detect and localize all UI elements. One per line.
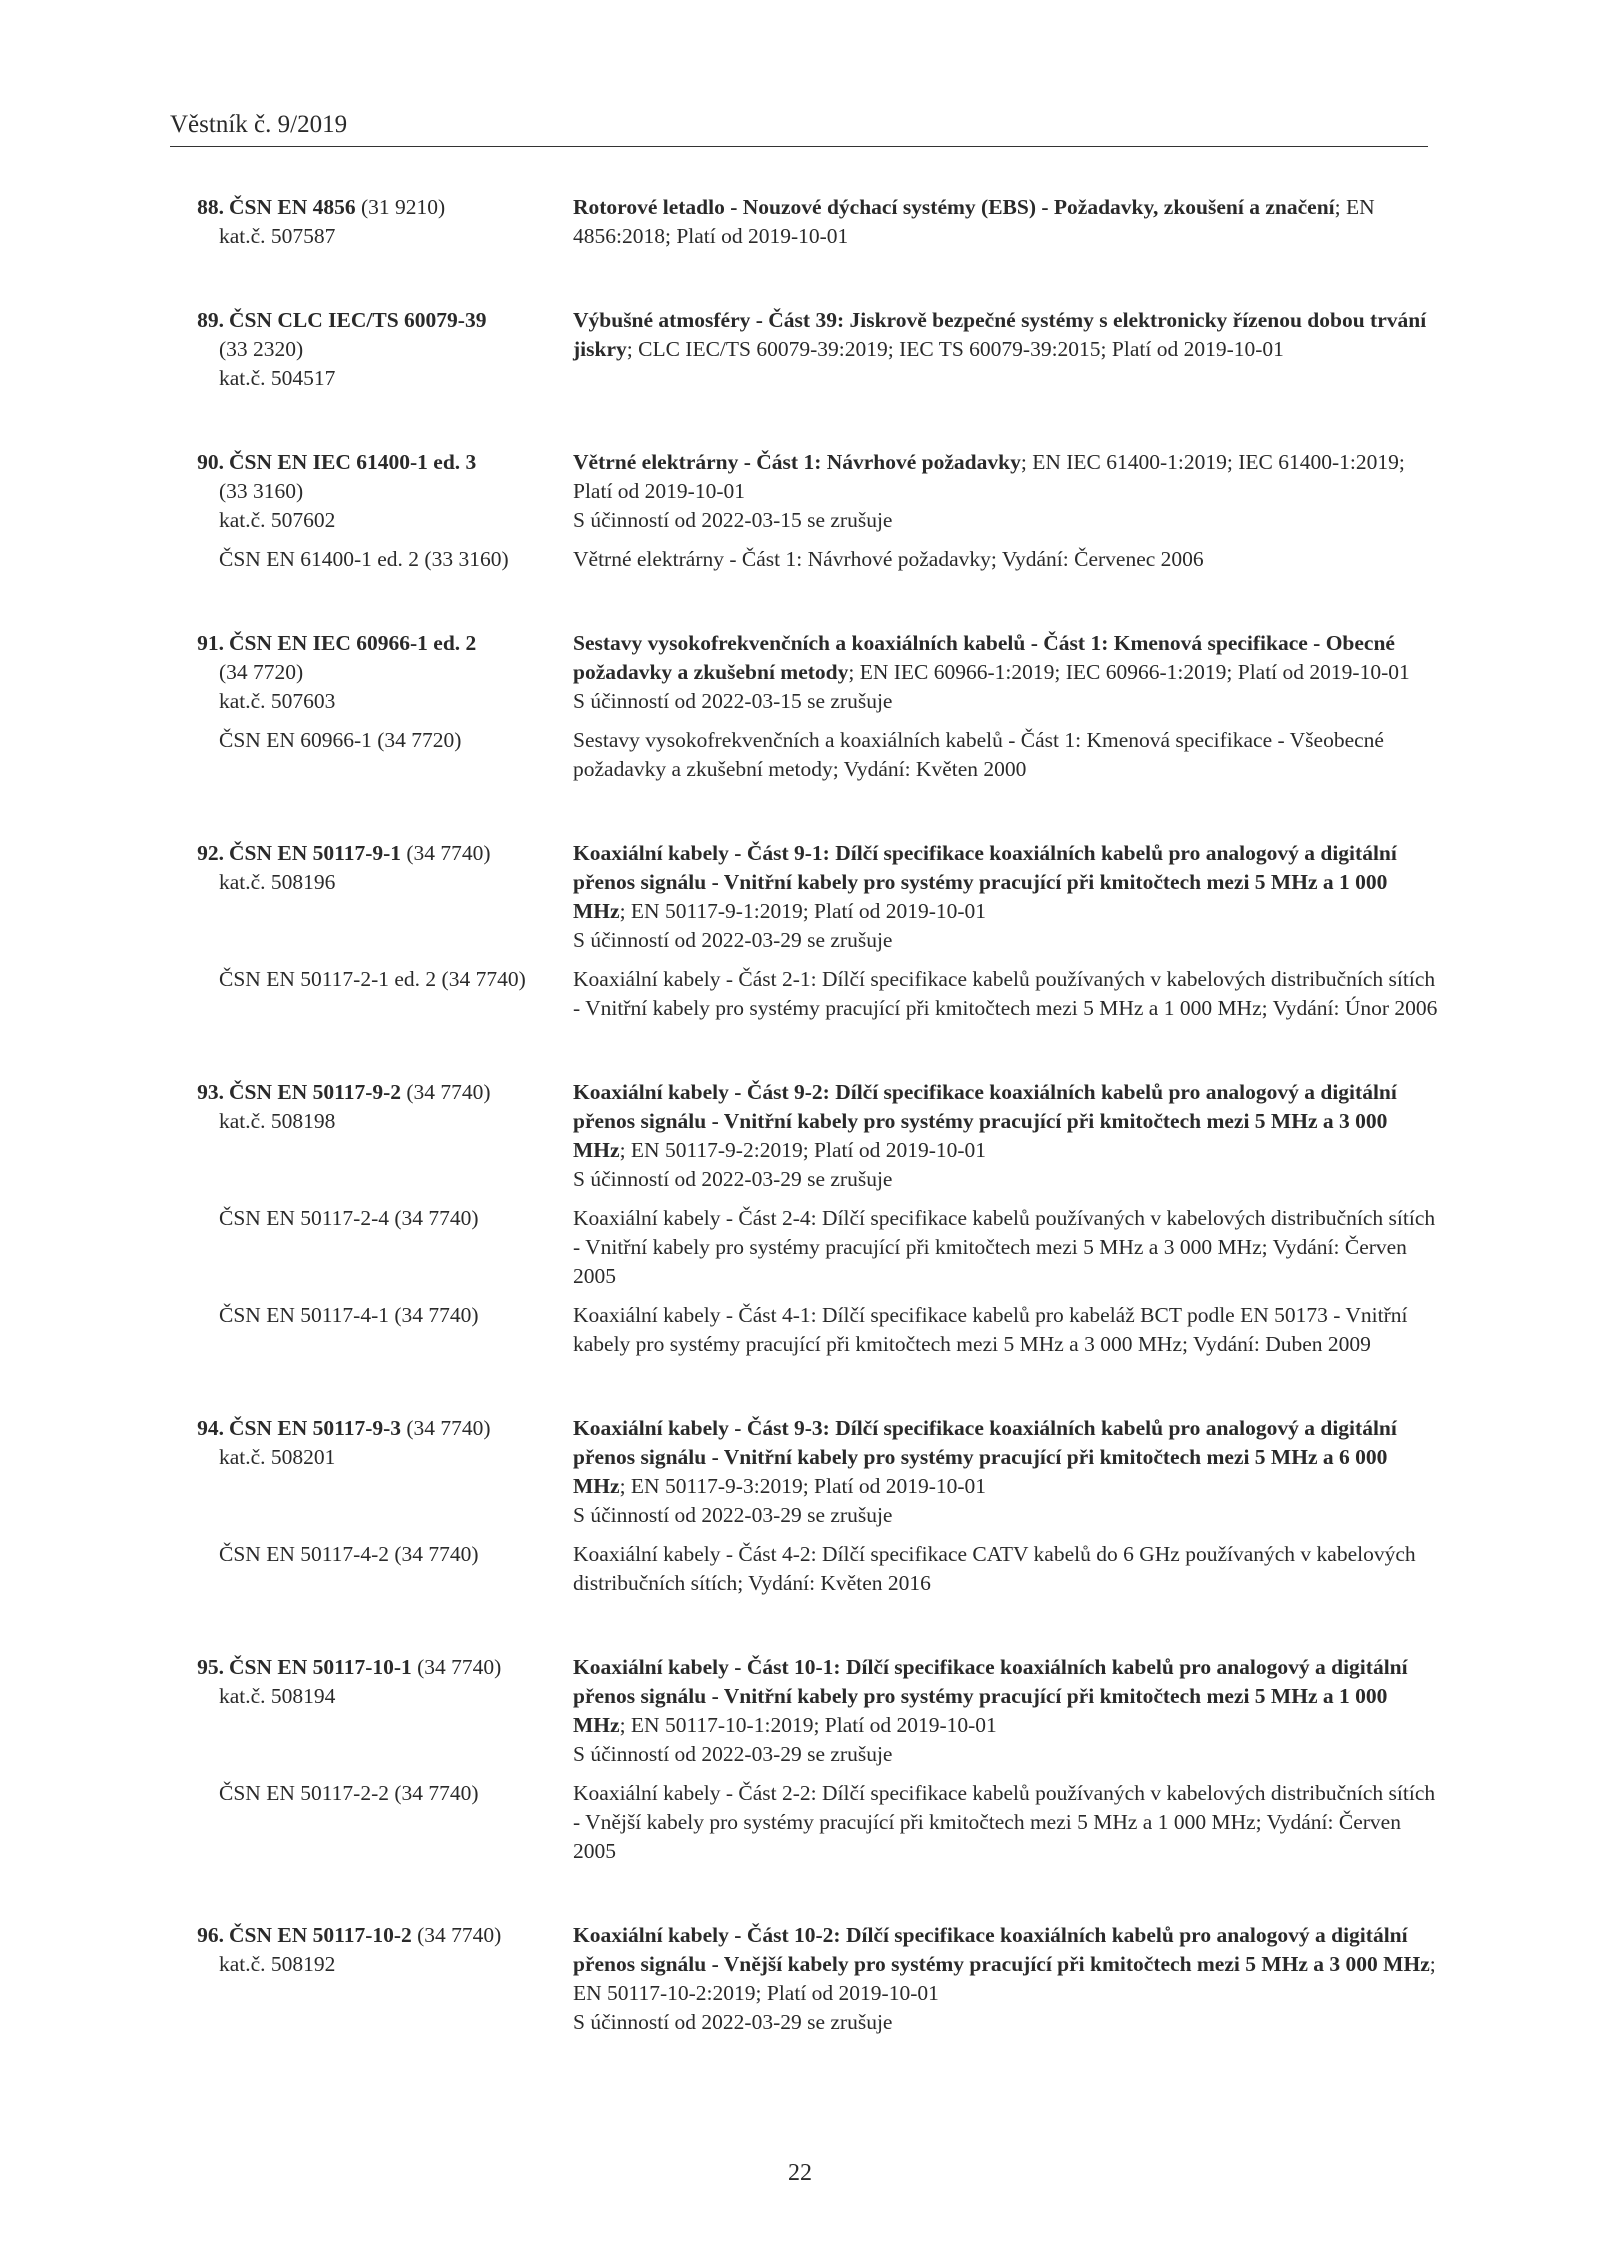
replaced-standard-code: ČSN EN 50117-2-4 (34 7740) xyxy=(219,1206,479,1230)
standard-description xyxy=(573,193,1440,251)
standard-details: ; EN 50117-10-2:2019; Platí od 2019-10-01 S účinností od 2022-03-29 se zrušuje xyxy=(573,1952,1436,2034)
standard-id-detail: kat.č. 508198 xyxy=(219,1109,336,1133)
standard-id-line xyxy=(170,1921,573,1950)
standard-class-code: (34 7740) xyxy=(401,1416,491,1440)
standard-title: Koaxiální kabely - Část 10-2: Dílčí specifikace koaxiálních kabelů pro analogový a digitální přenos signálu - Vnější kabely pro systémy pracující při kmitočtech mezi 5 MHz a 3 000 MHz xyxy=(573,1923,1430,1976)
replaced-standard-code: ČSN EN 60966-1 (34 7720) xyxy=(219,728,462,752)
standard-id-detail: kat.č. 508194 xyxy=(219,1684,336,1708)
replaced-standard-row xyxy=(170,1301,1440,1359)
replaced-standard-id-column xyxy=(170,1204,573,1233)
standard-details: ; EN IEC 60966-1:2019; IEC 60966-1:2019; Platí od 2019-10-01 S účinností od 2022-03-15 se zrušuje xyxy=(573,660,1410,713)
replaced-standard-description: Sestavy vysokofrekvenčních a koaxiálních kabelů - Část 1: Kmenová specifikace - Všeobecné požadavky a zkušební metody; Vydání: Květen 2000 xyxy=(573,728,1384,781)
standard-description xyxy=(573,1921,1440,2037)
standard-id-line xyxy=(170,1414,573,1443)
replaced-standard-code: ČSN EN 50117-4-1 (34 7740) xyxy=(219,1303,479,1327)
standard-description xyxy=(573,1414,1440,1530)
standard-entry xyxy=(170,839,1440,1023)
standard-id-column xyxy=(170,193,573,251)
replaced-standard-description: Koaxiální kabely - Část 2-2: Dílčí specifikace kabelů používaných v kabelových distribučních sítích - Vnější kabely pro systémy pracující při kmitočtech mezi 5 MHz a 1 000 MHz; Vydání: Červen 2005 xyxy=(573,1781,1436,1863)
replaced-standard-description: Koaxiální kabely - Část 4-1: Dílčí specifikace kabelů pro kabeláž BCT podle EN 50173 - Vnitřní kabely pro systémy pracující při kmitočtech mezi 5 MHz a 3 000 MHz; Vydání: Duben 2009 xyxy=(573,1303,1408,1356)
standard-id-line xyxy=(170,448,573,477)
entry-number: 91. xyxy=(197,631,224,655)
standard-id-line xyxy=(170,839,573,868)
standard-row xyxy=(170,629,1440,716)
replaced-standard-row xyxy=(170,1540,1440,1598)
standard-title: Koaxiální kabely - Část 9-1: Dílčí specifikace koaxiálních kabelů pro analogový a digitální přenos signálu - Vnitřní kabely pro systémy pracující při kmitočtech mezi 5 MHz a 1 000 MHz xyxy=(573,841,1397,923)
standard-id-detail: kat.č. 508201 xyxy=(219,1445,336,1469)
standard-code: ČSN EN 50117-10-1 xyxy=(229,1655,412,1679)
replaced-standard-id-column xyxy=(170,1779,573,1808)
page-header xyxy=(170,110,1428,147)
standard-title: Koaxiální kabely - Část 10-1: Dílčí specifikace koaxiálních kabelů pro analogový a digitální přenos signálu - Vnitřní kabely pro systémy pracující při kmitočtech mezi 5 MHz a 1 000 MHz xyxy=(573,1655,1408,1737)
standard-code: ČSN EN 50117-10-2 xyxy=(229,1923,412,1947)
standard-entry xyxy=(170,306,1440,393)
standard-id-line xyxy=(170,1653,573,1682)
standard-row xyxy=(170,1653,1440,1769)
standard-code: ČSN EN 50117-9-1 xyxy=(229,841,402,865)
standard-class-code: (34 7740) xyxy=(411,1923,502,1947)
standard-id-column xyxy=(170,306,573,393)
entry-number: 95. xyxy=(197,1655,224,1679)
standard-entry xyxy=(170,1653,1440,1866)
entry-number: 88. xyxy=(197,195,224,219)
standard-description xyxy=(573,306,1440,364)
standard-id-detail: (33 3160) xyxy=(219,479,304,503)
standard-id-detail: kat.č. 508192 xyxy=(219,1952,336,1976)
replaced-standard-code: ČSN EN 50117-2-2 (34 7740) xyxy=(219,1781,479,1805)
standard-id-line xyxy=(170,1078,573,1107)
standard-code: ČSN EN 50117-9-2 xyxy=(229,1080,402,1104)
standard-code: ČSN EN 4856 xyxy=(229,195,356,219)
standard-row xyxy=(170,306,1440,393)
replaced-standard-description: Větrné elektrárny - Část 1: Návrhové požadavky; Vydání: Červenec 2006 xyxy=(573,547,1204,571)
standard-id-column xyxy=(170,1414,573,1472)
replaced-standard-code: ČSN EN 50117-4-2 (34 7740) xyxy=(219,1542,479,1566)
standard-id-detail: kat.č. 507603 xyxy=(219,689,336,713)
standard-id-column xyxy=(170,839,573,897)
standard-description xyxy=(573,839,1440,955)
standard-entry xyxy=(170,1921,1440,2037)
standard-id-line xyxy=(170,193,573,222)
standard-description xyxy=(573,1078,1440,1194)
standard-entry xyxy=(170,193,1440,251)
entry-number: 93. xyxy=(197,1080,224,1104)
standard-title: Koaxiální kabely - Část 9-3: Dílčí specifikace koaxiálních kabelů pro analogový a digitální přenos signálu - Vnitřní kabely pro systémy pracující při kmitočtech mezi 5 MHz a 6 000 MHz xyxy=(573,1416,1397,1498)
replaced-standard-description: Koaxiální kabely - Část 2-4: Dílčí specifikace kabelů používaných v kabelových distribučních sítích - Vnitřní kabely pro systémy pracující při kmitočtech mezi 5 MHz a 3 000 MHz; Vydání: Červen 2005 xyxy=(573,1206,1436,1288)
standard-id-column xyxy=(170,448,573,535)
replaced-standard-row xyxy=(170,965,1440,1023)
standard-description xyxy=(573,1653,1440,1769)
standard-row xyxy=(170,1414,1440,1530)
standard-title: Sestavy vysokofrekvenčních a koaxiálních kabelů - Část 1: Kmenová specifikace - Obecné požadavky a zkušební metody xyxy=(573,631,1395,684)
entry-number: 92. xyxy=(197,841,224,865)
replaced-standard-row xyxy=(170,1204,1440,1291)
standard-entry xyxy=(170,1414,1440,1598)
standards-list xyxy=(170,193,1440,2092)
replaced-standard-description: Koaxiální kabely - Část 2-1: Dílčí specifikace kabelů používaných v kabelových distribučních sítích - Vnitřní kabely pro systémy pracující při kmitočtech mezi 5 MHz a 1 000 MHz; Vydání: Únor 2006 xyxy=(573,967,1438,1020)
standard-id-detail: (33 2320) xyxy=(219,337,304,361)
standard-id-column xyxy=(170,1653,573,1711)
standard-id-column xyxy=(170,1078,573,1136)
replaced-standard-id-column xyxy=(170,1540,573,1569)
standard-title: Rotorové letadlo - Nouzové dýchací systémy (EBS) - Požadavky, zkoušení a značení xyxy=(573,195,1335,219)
standard-row xyxy=(170,1078,1440,1194)
standard-details: ; EN 50117-9-1:2019; Platí od 2019-10-01 S účinností od 2022-03-29 se zrušuje xyxy=(573,899,987,952)
entry-number: 94. xyxy=(197,1416,224,1440)
standard-id-line xyxy=(170,629,573,658)
standard-details: ; EN 50117-9-3:2019; Platí od 2019-10-01 S účinností od 2022-03-29 se zrušuje xyxy=(573,1474,987,1527)
standard-code: ČSN CLC IEC/TS 60079-39 xyxy=(229,308,487,332)
standard-id-detail: kat.č. 507587 xyxy=(219,224,336,248)
standard-entry xyxy=(170,1078,1440,1359)
standard-description xyxy=(573,448,1440,535)
entry-number: 90. xyxy=(197,450,224,474)
standard-title: Koaxiální kabely - Část 9-2: Dílčí specifikace koaxiálních kabelů pro analogový a digitální přenos signálu - Vnitřní kabely pro systémy pracující při kmitočtech mezi 5 MHz a 3 000 MHz xyxy=(573,1080,1397,1162)
standard-details: ; EN 4856:2018; Platí od 2019-10-01 xyxy=(573,195,1375,248)
standard-code: ČSN EN IEC 60966-1 ed. 2 xyxy=(229,631,477,655)
standard-id-detail: (34 7720) xyxy=(219,660,304,684)
standard-details: ; EN IEC 61400-1:2019; IEC 61400-1:2019; Platí od 2019-10-01 S účinností od 2022-03-15 se zrušuje xyxy=(573,450,1405,532)
replaced-standard-row xyxy=(170,726,1440,784)
standard-details: ; EN 50117-9-2:2019; Platí od 2019-10-01 S účinností od 2022-03-29 se zrušuje xyxy=(573,1138,987,1191)
journal-title: Věstník č. 9/2019 xyxy=(170,111,348,138)
replaced-standard-code: ČSN EN 50117-2-1 ed. 2 (34 7740) xyxy=(219,967,526,991)
replaced-standard-row xyxy=(170,545,1440,574)
standard-row xyxy=(170,193,1440,251)
replaced-standard-row xyxy=(170,1779,1440,1866)
replaced-standard-id-column xyxy=(170,726,573,755)
standard-id-line xyxy=(170,306,573,335)
standard-title: Výbušné atmosféry - Část 39: Jiskrově bezpečné systémy s elektronicky řízenou dobou trvání jiskry xyxy=(573,308,1427,361)
standard-id-column xyxy=(170,1921,573,1979)
entry-number: 96. xyxy=(197,1923,224,1947)
standard-details: ; CLC IEC/TS 60079-39:2019; IEC TS 60079-39:2015; Platí od 2019-10-01 xyxy=(626,337,1284,361)
replaced-standard-id-column xyxy=(170,1301,573,1330)
replaced-standard-description: Koaxiální kabely - Část 4-2: Dílčí specifikace CATV kabelů do 6 GHz používaných v kabelových distribučních sítích; Vydání: Květen 2016 xyxy=(573,1542,1416,1595)
replaced-standard-id-column xyxy=(170,545,573,574)
standard-code: ČSN EN 50117-9-3 xyxy=(229,1416,402,1440)
entry-number: 89. xyxy=(197,308,224,332)
standard-id-detail: kat.č. 504517 xyxy=(219,366,336,390)
standard-class-code: (34 7740) xyxy=(401,841,491,865)
standard-row xyxy=(170,448,1440,535)
standard-id-detail: kat.č. 508196 xyxy=(219,870,336,894)
standard-details: ; EN 50117-10-1:2019; Platí od 2019-10-01 S účinností od 2022-03-29 se zrušuje xyxy=(573,1713,997,1766)
standard-title: Větrné elektrárny - Část 1: Návrhové požadavky xyxy=(573,450,1021,474)
standard-class-code: (31 9210) xyxy=(355,195,446,219)
standard-entry xyxy=(170,448,1440,574)
standard-class-code: (34 7740) xyxy=(411,1655,502,1679)
standard-entry xyxy=(170,629,1440,784)
standard-description xyxy=(573,629,1440,716)
standard-id-column xyxy=(170,629,573,716)
standard-class-code: (34 7740) xyxy=(401,1080,491,1104)
standard-id-detail: kat.č. 507602 xyxy=(219,508,336,532)
page-number: 22 xyxy=(788,2160,812,2186)
replaced-standard-code: ČSN EN 61400-1 ed. 2 (33 3160) xyxy=(219,547,509,571)
standard-row xyxy=(170,839,1440,955)
replaced-standard-id-column xyxy=(170,965,573,994)
standard-row xyxy=(170,1921,1440,2037)
standard-code: ČSN EN IEC 61400-1 ed. 3 xyxy=(229,450,477,474)
